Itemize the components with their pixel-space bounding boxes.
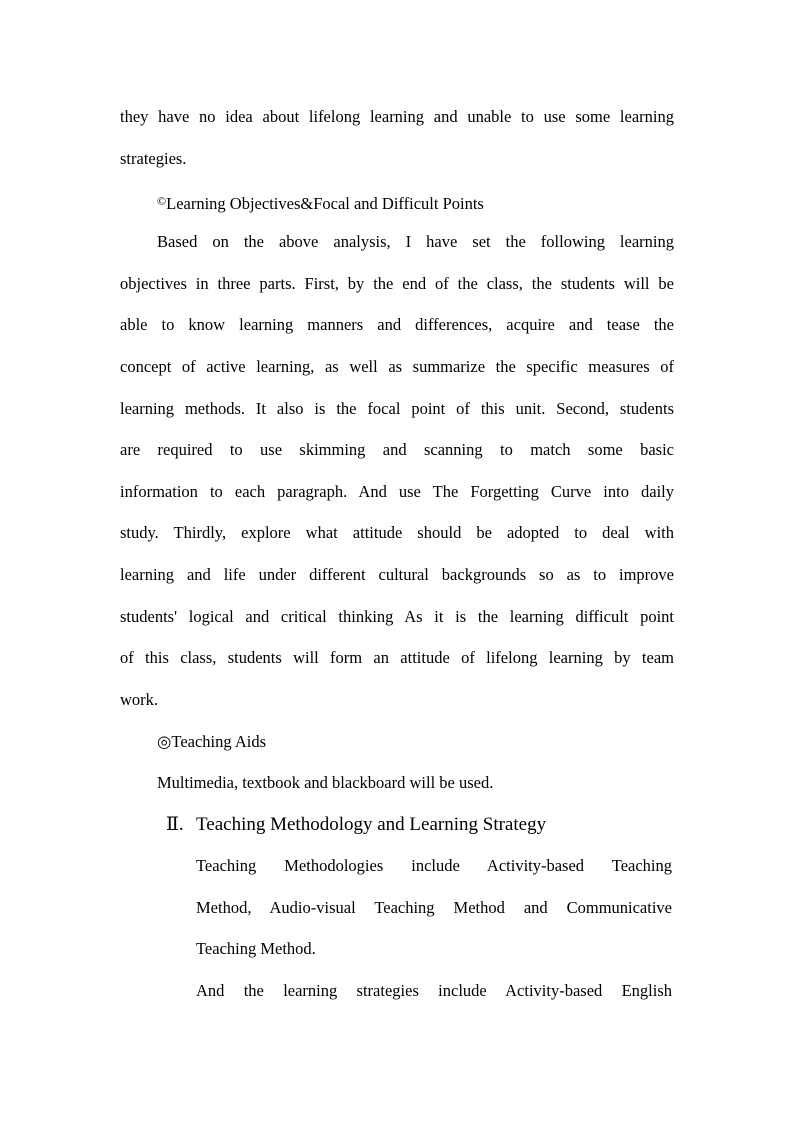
paragraph-line: Teaching Methodologies include Activity-based Teaching [196,856,672,875]
paragraph-line: of this class, students will form an attitude of lifelong learning by team [120,648,674,667]
paragraph-line: learning and life under different cultural backgrounds so as to improve [120,565,674,584]
section-numeral: Ⅱ. [166,814,184,835]
section-heading [166,813,546,837]
heading-symbol: ◎ [157,732,172,751]
objectives-heading-text: Learning Objectives&Focal and Difficult Points [166,194,484,213]
paragraph-line: Based on the above analysis, I have set the following learning [157,232,674,251]
paragraph-line: Method, Audio-visual Teaching Method and Communicative [196,898,672,917]
paragraph-line: able to know learning manners and differences, acquire and tease the [120,315,674,334]
aids-paragraph: Multimedia, textbook and blackboard will be used. [157,773,494,792]
paragraph-line: are required to use skimming and scanning to match some basic [120,440,674,459]
paragraph-line: study. Thirdly, explore what attitude should be adopted to deal with [120,523,674,542]
paragraph-line: strategies. [120,149,187,168]
paragraph-line: students' logical and critical thinking As it is the learning difficult point [120,607,674,626]
objectives-heading [157,191,711,214]
paragraph-line: learning methods. It also is the focal point of this unit. Second, students [120,399,674,418]
aids-heading [157,732,711,752]
aids-heading-text: Teaching Aids [171,732,267,751]
paragraph-line: Teaching Method. [196,939,316,958]
paragraph-line: objectives in three parts. First, by the end of the class, the students will be [120,274,674,293]
paragraph-line: work. [120,690,159,709]
section-title: Teaching Methodology and Learning Strategy [196,814,547,835]
heading-symbol: © [157,194,167,208]
paragraph-line: they have no idea about lifelong learning and unable to use some learning [120,107,674,126]
paragraph-line: concept of active learning, as well as summarize the specific measures of [120,357,674,376]
paragraph-line: And the learning strategies include Activity-based English [196,981,672,1000]
paragraph-line: information to each paragraph. And use The Forgetting Curve into daily [120,482,674,501]
